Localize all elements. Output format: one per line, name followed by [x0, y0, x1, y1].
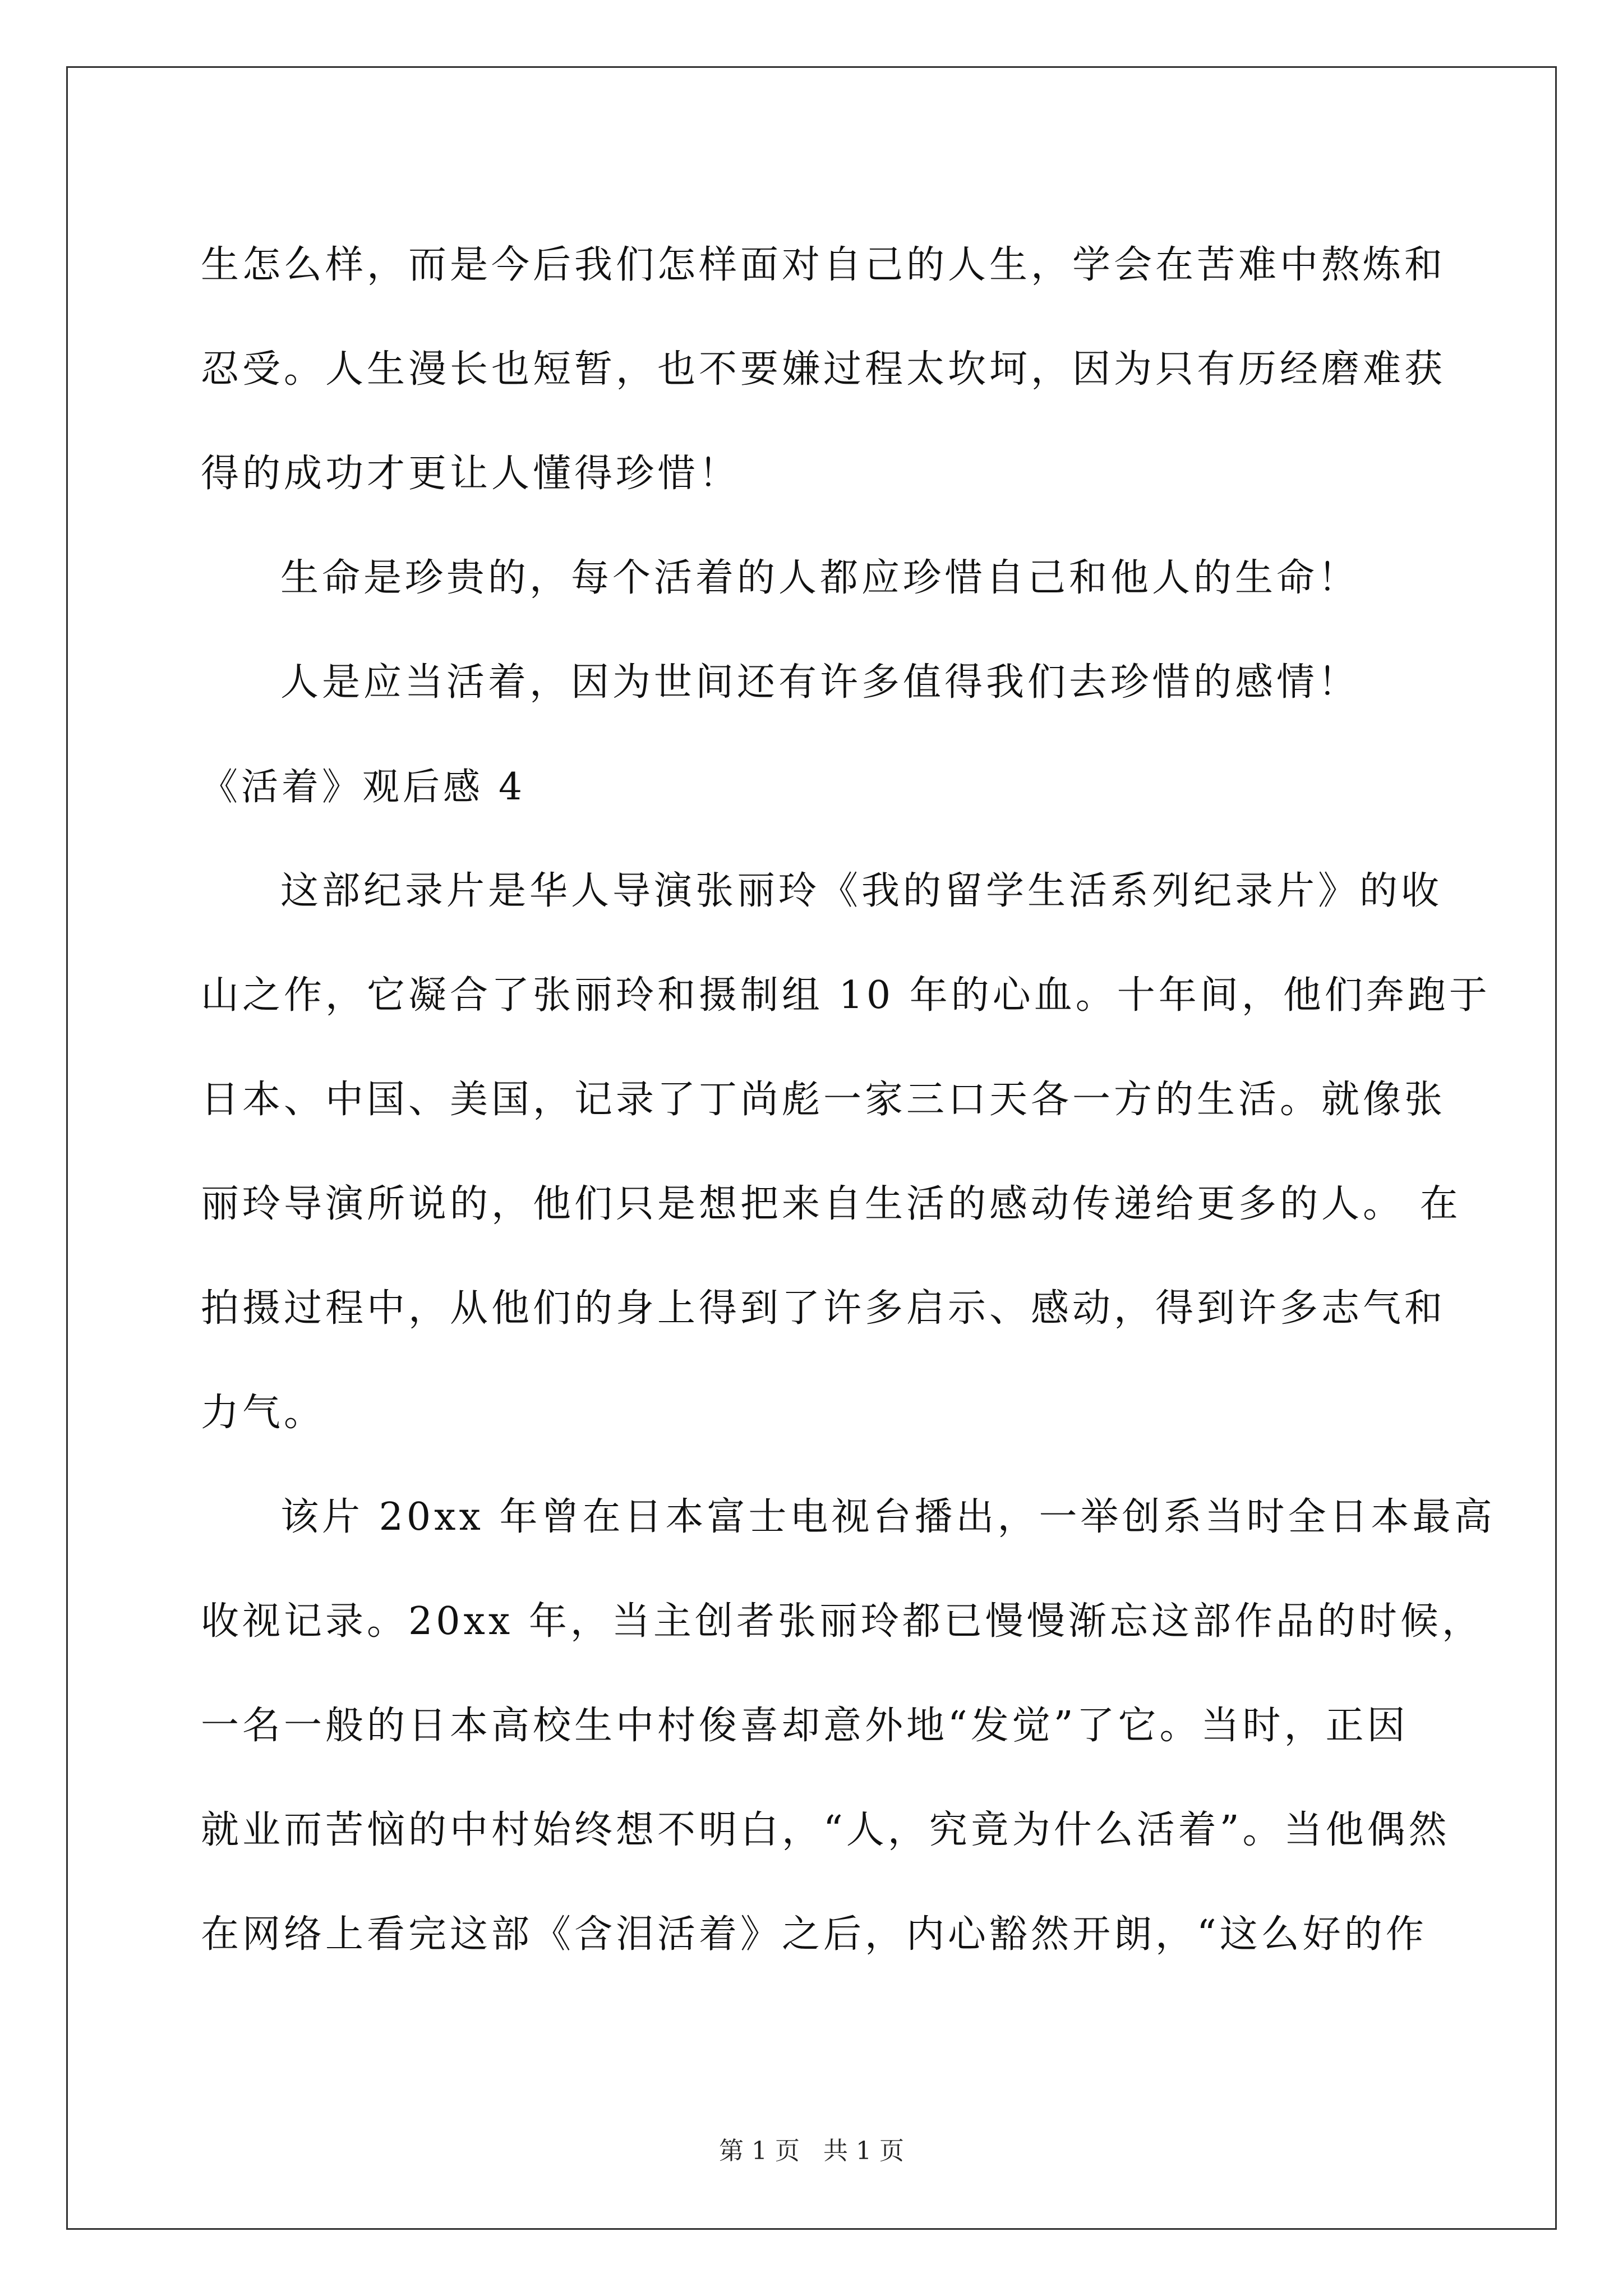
text-line: 收视记录。20xx 年，当主创者张丽玲都已慢慢渐忘这部作品的时候， [201, 1599, 1483, 1644]
text-line: 忍受。人生漫长也短暂，也不要嫌过程太坎坷，因为只有历经磨难获 [201, 347, 1446, 392]
text-line: 这部纪录片是华人导演张丽玲《我的留学生活系列纪录片》的收 [280, 869, 1443, 913]
text-line: 该片 20xx 年曾在日本富士电视台播出，一举创系当时全日本最高 [280, 1495, 1496, 1539]
text-line: 拍摄过程中，从他们的身上得到了许多启示、感动，得到许多志气和 [201, 1286, 1446, 1331]
text-line: 力气。 [201, 1391, 326, 1435]
section-heading: 《活着》观后感 4 [201, 765, 525, 808]
document-body [201, 213, 1496, 1987]
page-footer: 第 1 页 共 1 页 [719, 2137, 904, 2165]
text-line: 就业而苦恼的中村始终想不明白，“人，究竟为什么活着”。当他偶然 [201, 1808, 1450, 1852]
text-line: 山之作，它凝合了张丽玲和摄制组 10 年的心血。十年间，他们奔跑于 [201, 973, 1491, 1018]
text-line: 日本、中国、美国，记录了丁尚彪一家三口天各一方的生活。就像张 [201, 1078, 1446, 1122]
text-line: 一名一般的日本高校生中村俊喜却意外地“发觉”了它。当时，正因 [201, 1704, 1409, 1748]
text-line: 得的成功才更让人懂得珍惜！ [201, 452, 741, 496]
text-line: 在网络上看完这部《含泪活着》之后，内心豁然开朗，“这么好的作 [201, 1912, 1427, 1957]
text-line: 生怎么样，而是今后我们怎样面对自己的人生，学会在苦难中熬炼和 [201, 243, 1446, 287]
text-line: 丽玲导演所说的，他们只是想把来自生活的感动传递给更多的人。 在 [201, 1182, 1461, 1226]
text-line: 人是应当活着，因为世间还有许多值得我们去珍惜的感情！ [280, 660, 1360, 705]
text-line: 生命是珍贵的，每个活着的人都应珍惜自己和他人的生命！ [280, 556, 1360, 600]
